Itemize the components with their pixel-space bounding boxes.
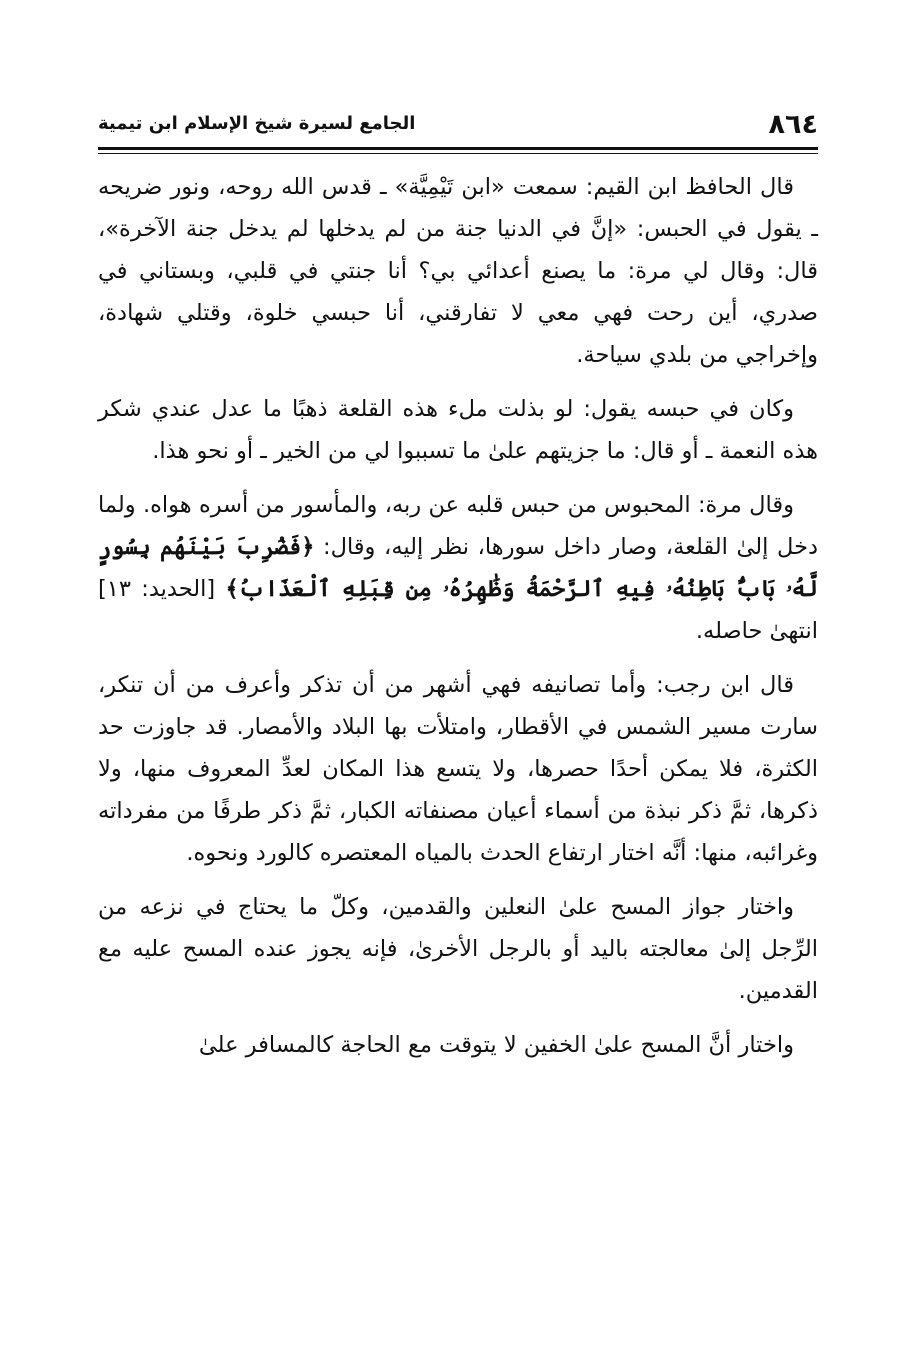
page-header bbox=[98, 105, 818, 145]
page-body bbox=[98, 166, 818, 1066]
paragraph-3 bbox=[98, 484, 818, 652]
paragraph-1: قال الحافظ ابن القيم: سمعت «ابن تَيْمِيَّة» ـ قدس الله روحه، ونور ضريحه ـ يقول في الحبس: «إنَّ في الدنيا جنة من لم يدخلها لم يدخل جنة الآخرة»، قال: وقال لي مرة: ما يصنع أعدائي بي؟ أنا جنتي في قلبي، وبستاني في صدري، أين رحت فهي معي لا تفارقني، أنا حبسي خلوة، وقتلي شهادة، وإخراجي من بلدي سياحة. bbox=[98, 174, 818, 368]
paragraph-3-text: وقال مرة: المحبوس من حبس قلبه عن ربه، والمأسور من أسره هواه. ولما دخل إلىٰ القلعة، وصار داخل سورها، نظر إليه، وقال: bbox=[98, 492, 819, 560]
paragraph-2: وكان في حبسه يقول: لو بذلت ملء هذه القلعة ذهبًا ما عدل عندي شكر هذه النعمة ـ أو قال: ما جزيتهم علىٰ ما تسببوا لي من الخير ـ أو نحو هذا. bbox=[98, 396, 818, 464]
header-rule-thick bbox=[98, 147, 818, 150]
page-number: ٨٦٤ bbox=[768, 109, 818, 140]
paragraph-4: قال ابن رجب: وأما تصانيفه فهي أشهر من أن تذكر وأعرف من أن تنكر، سارت مسير الشمس في الأقطار، وامتلأت بها البلاد والأمصار. قد جاوزت حد الكثرة، فلا يمكن أحدًا حصرها، ولا يتسع هذا المكان لعدِّ المعروف منها، ولا ذكرها، ثمَّ ذكر نبذة من أسماء أعيان مصنفاته الكبار، ثمَّ ذكر طرفًا من مفرداته وغرائبه، منها: أنَّه اختار ارتفاع الحدث بالمياه المعتصره كالورد ونحوه. bbox=[98, 672, 818, 866]
paragraph-3-citation: [الحديد: ١٣] انتهىٰ حاصله. bbox=[98, 576, 818, 644]
paragraph-5: واختار جواز المسح علىٰ النعلين والقدمين، وكلّ ما يحتاج في نزعه من الرِّجل إلىٰ معالجته باليد أو بالرجل الأخرىٰ، فإنه يجوز عنده المسح عليه مع القدمين. bbox=[98, 894, 818, 1004]
paragraph-6: واختار أنَّ المسح علىٰ الخفين لا يتوقت مع الحاجة كالمسافر علىٰ bbox=[198, 1032, 794, 1058]
book-page bbox=[98, 105, 818, 1078]
running-title: الجامع لسيرة شيخ الإسلام ابن تيمية bbox=[98, 113, 416, 134]
quran-verse: ﴿فَضُرِبَ بَيْنَهُم بِسُورٍ لَّهُۥ بَابٌۢ بَاطِنُهُۥ فِيهِ ٱلرَّحْمَةُ وَظَٰهِرُهُۥ مِن قِبَلِهِ ٱلْعَذَابُ﴾ bbox=[98, 534, 818, 602]
header-rule-thin bbox=[98, 153, 818, 154]
